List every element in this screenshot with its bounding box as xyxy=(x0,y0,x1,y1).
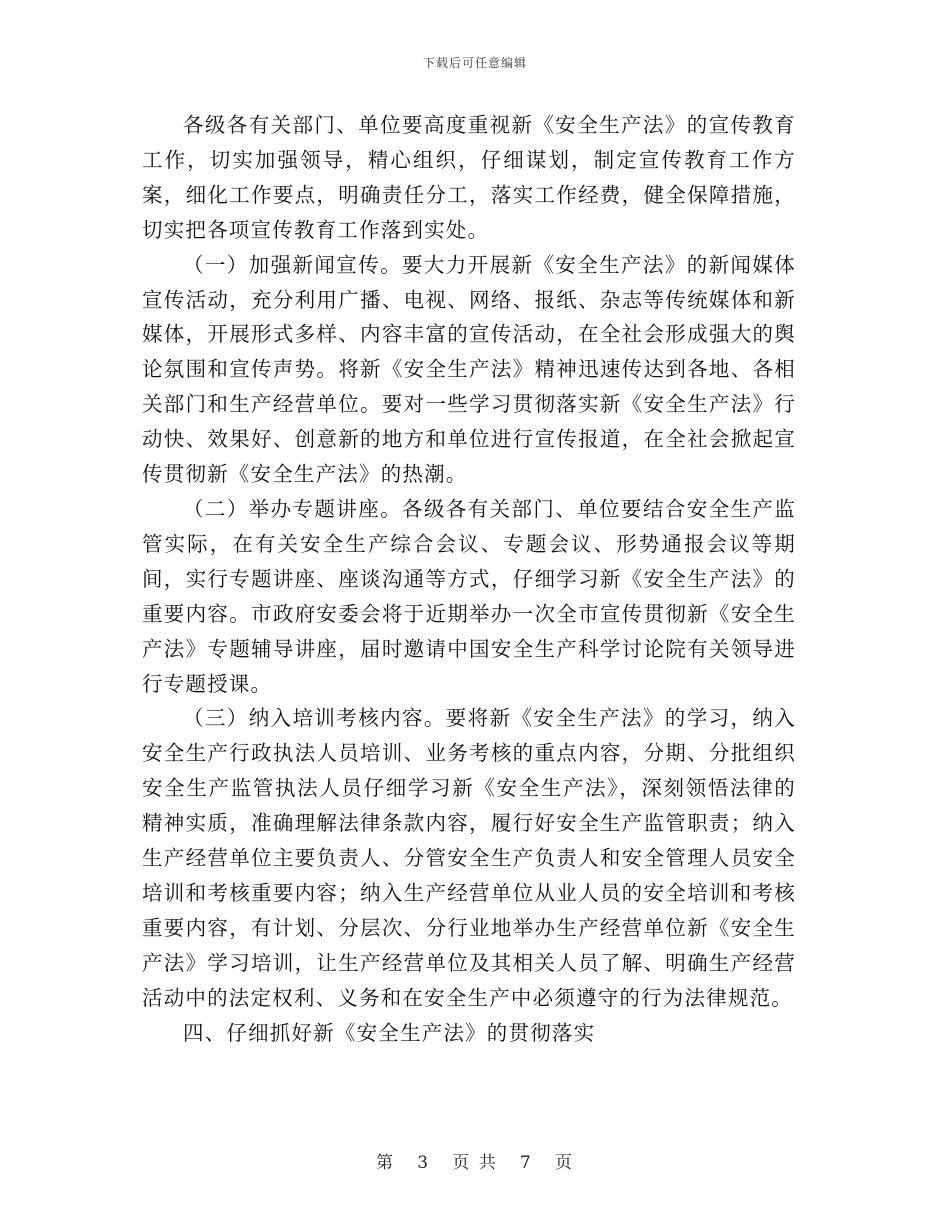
footer-middle: 页 共 xyxy=(452,1153,498,1173)
header-note: 下载后可任意编辑 xyxy=(422,56,527,70)
paragraph-training-assessment: （三）纳入培训考核内容。要将新《安全生产法》的学习，纳入安全生产行政执法人员培训、业务考核的重点内容，分期、分批组织安全生产监管执法人员仔细学习新《安全生产法》，深刻领悟法律的精神实质，准确理解法律条款内容，履行好安全生产监管职责；纳入生产经营单位主要负责人、分管安全生产负责人和安全管理人员安全培训和考核重要内容；纳入生产经营单位从业人员的安全培训和考核重要内容，有计划、分层次、分行业地举办生产经营单位新《安全生产法》学习培训，让生产经营单位及其相关人员了解、明确生产经营活动中的法定权利、义务和在安全生产中必须遵守的行为法律规范。 xyxy=(142,706,796,1010)
paragraph-news-publicity: （一）加强新闻宣传。要大力开展新《安全生产法》的新闻媒体宣传活动，充分利用广播、电视、网络、报纸、杂志等传统媒体和新媒体，开展形式多样、内容丰富的宣传活动，在全社会形成强大的舆论氛围和宣传声势。将新《安全生产法》精神迅速传达到各地、各相关部门和生产经营单位。要对一些学习贯彻落实新《安全生产法》行动快、效果好、创意新的地方和单位进行宣传报道，在全社会掀起宣传贯彻新《安全生产法》的热潮。 xyxy=(142,252,796,487)
current-page-number: 3 xyxy=(417,1153,431,1173)
total-pages-number: 7 xyxy=(519,1153,533,1173)
paragraph-special-lectures: （二）举办专题讲座。各级各有关部门、单位要结合安全生产监管实际，在有关安全生产综合会议、专题会议、形势通报会议等期间，实行专题讲座、座谈沟通等方式，仔细学习新《安全生产法》的重要内容。市政府安委会将于近期举办一次全市宣传贯彻新《安全生产法》专题辅导讲座，届时邀请中国安全生产科学讨论院有关领导进行专题授课。 xyxy=(142,496,796,696)
paragraph-intro: 各级各有关部门、单位要高度重视新《安全生产法》的宣传教育工作，切实加强领导，精心组织，仔细谋划，制定宣传教育工作方案，细化工作要点，明确责任分工，落实工作经费，健全保障措施，切实把各项宣传教育工作落到实处。 xyxy=(142,113,796,242)
document-body xyxy=(142,108,796,1050)
footer-suffix: 页 xyxy=(554,1153,574,1173)
page-footer xyxy=(0,1148,950,1173)
section-heading-four: 四、仔细抓好新《安全生产法》的贯彻落实 xyxy=(183,1020,596,1045)
footer-prefix: 第 xyxy=(376,1153,396,1173)
